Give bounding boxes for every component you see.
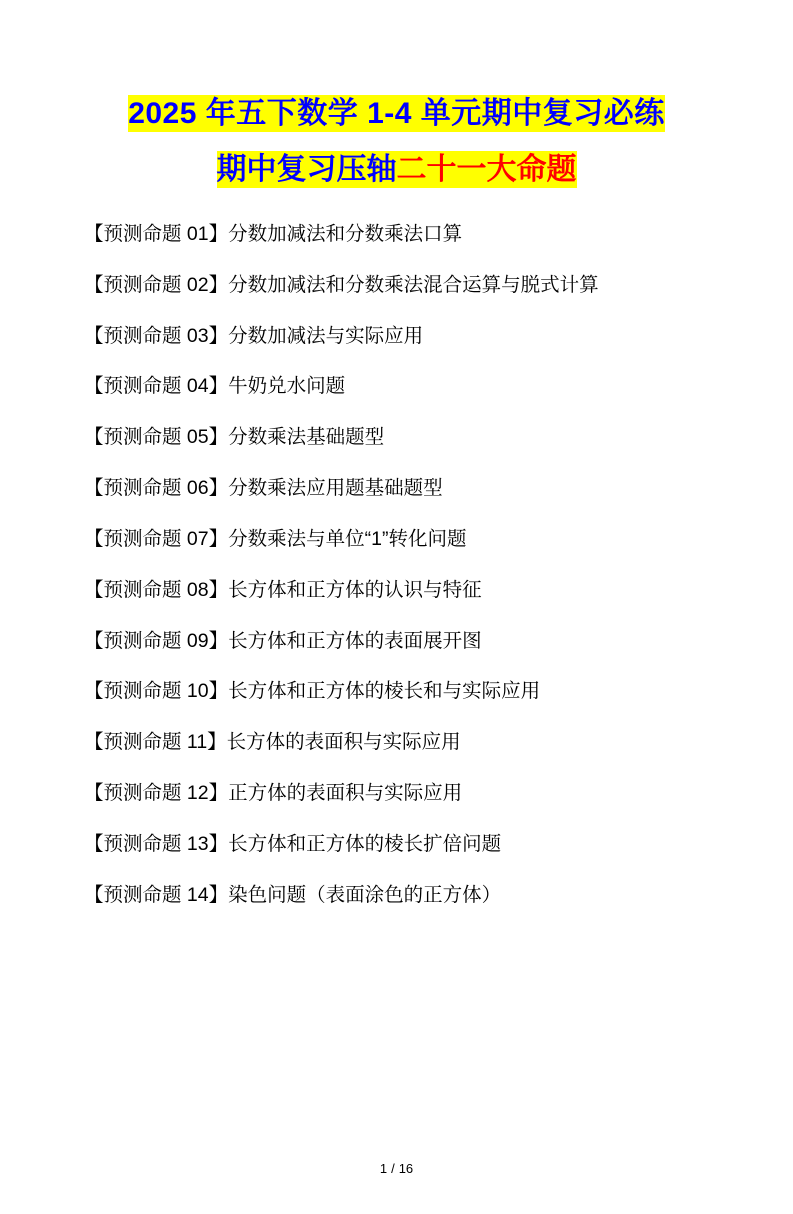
list-item: 【预测命题 13】长方体和正方体的棱长扩倍问题	[84, 832, 502, 855]
document-title-line-2	[0, 148, 793, 192]
footer-separator: /	[391, 1161, 395, 1176]
list-item: 【预测命题 04】牛奶兑水问题	[84, 375, 346, 398]
footer-current-page: 1	[379, 1161, 388, 1176]
document-title-line-2-part2: 二十一大命题	[396, 152, 577, 186]
list-item: 【预测命题 07】分数乘法与单位“1”转化问题	[84, 527, 467, 550]
list-item: 【预测命题 02】分数加减法和分数乘法混合运算与脱式计算	[84, 273, 599, 296]
list-item: 【预测命题 08】长方体和正方体的认识与特征	[84, 578, 482, 601]
list-item: 【预测命题 12】正方体的表面积与实际应用	[84, 781, 463, 804]
list-item: 【预测命题 03】分数加减法与实际应用	[84, 324, 424, 347]
list-item: 【预测命题 09】长方体和正方体的表面展开图	[84, 629, 482, 652]
list-item: 【预测命题 05】分数乘法基础题型	[84, 426, 385, 449]
document-title-line-1	[0, 92, 793, 136]
page-footer	[0, 1161, 793, 1176]
list-item: 【预测命题 06】分数乘法应用题基础题型	[84, 477, 443, 500]
document-title-line-1-text: 2025 年五下数学 1-4 单元期中复习必练	[128, 97, 665, 130]
footer-total-pages: 16	[398, 1161, 414, 1176]
prediction-topic-list	[0, 221, 793, 908]
list-item: 【预测命题 14】染色问题（表面涂色的正方体）	[84, 883, 502, 906]
list-item: 【预测命题 11】长方体的表面积与实际应用	[84, 731, 461, 754]
list-item: 【预测命题 10】长方体和正方体的棱长和与实际应用	[84, 680, 541, 703]
document-title-block	[0, 92, 793, 191]
list-item: 【预测命题 01】分数加减法和分数乘法口算	[84, 223, 463, 245]
document-page	[0, 92, 793, 1214]
document-title-line-2-part1: 期中复习压轴	[216, 152, 397, 186]
